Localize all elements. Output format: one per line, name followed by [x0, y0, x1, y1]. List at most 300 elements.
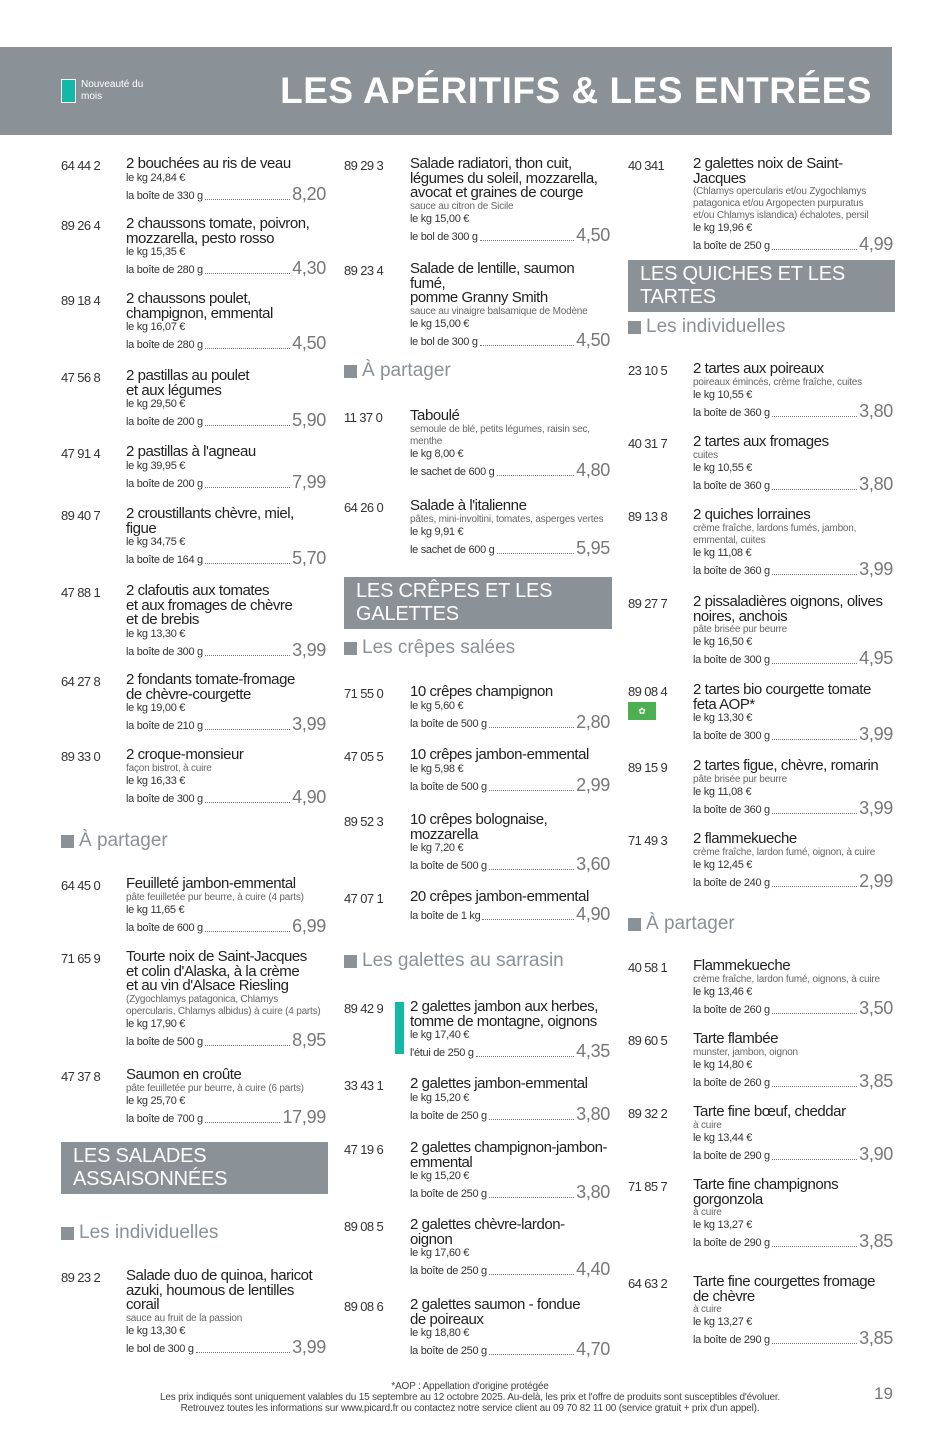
subsection-heading [61, 1222, 218, 1244]
bio-label-icon: ✿ [628, 702, 656, 720]
product-description: poireaux émincés, crème fraîche, cuites [693, 376, 862, 388]
price-per-kg: le kg 5,98 € [410, 762, 464, 775]
product-code: 89 60 5 [628, 1033, 668, 1048]
product-name: corail [126, 1296, 160, 1313]
price-row [410, 461, 610, 479]
subsection-label: Les individuelles [79, 1222, 219, 1243]
section-header: LES SALADES ASSAISONNÉES [61, 1142, 328, 1194]
product-description: emmental, cuites [693, 534, 766, 546]
package-size: la boîte de 700 g [126, 1112, 203, 1125]
dotted-leader [205, 655, 290, 656]
package-size: la boîte de 260 g [693, 1076, 770, 1089]
price-row [693, 799, 893, 817]
package-size: le bol de 300 g [410, 335, 478, 348]
product-item [410, 813, 610, 873]
price-row [410, 539, 610, 557]
price-per-kg: le kg 16,07 € [126, 321, 186, 333]
product-price: 8,95 [292, 1029, 326, 1050]
product-code: 40 31 7 [628, 436, 668, 451]
product-price: 3,85 [859, 1328, 893, 1348]
product-item [693, 1178, 893, 1250]
bullet-square-icon [61, 1227, 74, 1240]
product-name: 10 crêpes jambon-emmental [410, 746, 589, 763]
product-code: 89 32 2 [628, 1106, 668, 1121]
dotted-leader [489, 869, 574, 870]
product-code: 47 07 1 [344, 891, 384, 906]
product-description: pâte brisée pur beurre [693, 624, 787, 635]
package-size: la boîte de 500 g [410, 780, 487, 793]
dotted-leader [205, 1122, 281, 1123]
subsection-label: Les galettes au sarrasin [362, 950, 564, 971]
product-code: 33 43 1 [344, 1078, 384, 1093]
price-per-kg: le kg 25,70 € [126, 1094, 186, 1107]
price-per-kg: le kg 13,44 € [693, 1131, 753, 1144]
price-per-kg: le kg 11,08 € [693, 785, 752, 798]
product-item [693, 362, 893, 420]
subsection-label: À partager [646, 913, 735, 934]
product-description: sauce au fruit de la passion [126, 1312, 243, 1324]
product-description: (Zygochlamys patagonica, Chlamys [126, 993, 278, 1005]
package-size: la boîte de 360 g [693, 803, 770, 816]
product-price: 3,85 [859, 1231, 893, 1251]
product-name: Salade de lentille, saumon fumé, [410, 260, 575, 292]
product-name: 2 chaussons poulet, [126, 290, 251, 307]
dotted-leader [772, 1246, 857, 1247]
product-price: 4,95 [859, 648, 893, 668]
product-code: 89 23 4 [344, 263, 384, 278]
product-code: 89 26 4 [61, 218, 101, 233]
product-name: 2 galettes champignon-jambon- [410, 1139, 608, 1156]
product-description: cuites [693, 449, 718, 461]
product-name: 2 galettes saumon - fondue [410, 1296, 581, 1313]
product-item [126, 217, 326, 277]
price-row [693, 999, 893, 1017]
price-row [410, 713, 610, 731]
product-item [126, 507, 326, 567]
product-name: feta AOP* [693, 695, 755, 713]
product-name: 2 galettes noix de Saint-Jacques [693, 155, 843, 187]
product-code: 89 33 0 [61, 749, 101, 764]
product-price: 4,50 [576, 329, 610, 350]
package-size: la boîte de 280 g [126, 339, 203, 351]
product-name: Taboulé [410, 407, 460, 424]
dotted-leader [772, 886, 857, 887]
dotted-leader [497, 475, 575, 476]
package-size: la boîte de 290 g [693, 1149, 770, 1162]
dotted-leader [772, 813, 857, 814]
package-size: la boîte de 1 kg [410, 909, 481, 922]
product-name: champignon, emmental [126, 304, 273, 322]
product-code: 89 15 9 [628, 760, 668, 775]
package-size: la boîte de 360 g [693, 564, 770, 577]
subsection-label: Les individuelles [646, 316, 786, 337]
product-name: avocat et graines de courge [410, 184, 583, 201]
price-row [126, 1108, 326, 1126]
product-price: 3,85 [859, 1070, 893, 1091]
product-price: 17,99 [282, 1106, 326, 1127]
product-name: Tarte fine courgettes fromage [693, 1273, 876, 1290]
product-code: 23 10 5 [628, 363, 668, 378]
price-row [126, 641, 326, 659]
product-description: à cuire [693, 1119, 722, 1131]
price-per-kg: le kg 34,75 € [126, 536, 186, 548]
package-size: la boîte de 240 g [693, 876, 770, 889]
product-name: gorgonzola [693, 1190, 763, 1208]
product-code: 89 13 8 [628, 509, 668, 524]
dotted-leader [772, 489, 857, 490]
product-name: 2 quiches lorraines [693, 506, 811, 523]
product-item [693, 595, 893, 667]
product-code: 40 341 [628, 158, 665, 173]
product-name: 2 clafoutis aux tomates [126, 582, 270, 599]
package-size: la boîte de 164 g [126, 554, 203, 566]
product-price: 3,99 [859, 797, 893, 818]
product-code: 47 19 6 [344, 1142, 384, 1157]
product-code: 89 52 3 [344, 814, 384, 829]
footer-line: Les prix indiqués sont uniquement valables du 15 septembre au 12 octobre 2025. Au-delà, les prix et l'offre de produits sont susceptibles d'évoluer. [160, 1392, 780, 1403]
price-row [693, 402, 893, 420]
product-price: 3,99 [292, 714, 326, 734]
section-header: LES QUICHES ET LES TARTES [628, 260, 895, 312]
bullet-square-icon [344, 365, 357, 378]
product-name: Flammekueche [693, 957, 791, 974]
product-item [126, 673, 326, 733]
product-price: 3,99 [859, 724, 893, 744]
subsection-heading [61, 830, 168, 852]
product-name: 2 pissaladières oignons, olives [693, 593, 883, 610]
price-row [693, 475, 893, 493]
dotted-leader [205, 487, 290, 488]
package-size: la boîte de 500 g [126, 1035, 203, 1048]
package-size: la boîte de 250 g [693, 240, 770, 252]
package-size: le sachet de 600 g [410, 543, 495, 556]
product-price: 4,99 [859, 234, 893, 254]
price-row [126, 549, 326, 567]
subsection-label: Les crêpes salées [362, 637, 516, 658]
product-name: 20 crêpes jambon-emmental [410, 888, 589, 905]
product-name: Salade à l'italienne [410, 497, 527, 514]
product-code: 47 88 1 [61, 585, 101, 600]
price-row [410, 331, 610, 349]
package-size: le bol de 300 g [410, 230, 478, 243]
product-price: 2,99 [859, 870, 893, 891]
price-per-kg: le kg 15,00 € [410, 212, 470, 225]
product-name: Saumon en croûte [126, 1066, 242, 1083]
product-price: 3,90 [859, 1143, 893, 1164]
subsection-label: À partager [79, 830, 168, 851]
product-name: 2 bouchées au ris de veau [126, 155, 291, 172]
package-size: l'étui de 250 g [410, 1047, 474, 1059]
product-name: 2 pastillas au poulet [126, 367, 250, 384]
product-name: et aux légumes [126, 381, 222, 399]
price-per-kg: le kg 39,95 € [126, 459, 186, 472]
product-description: semoule de blé, petits légumes, raisin sec, [410, 423, 590, 435]
dotted-leader [489, 1197, 574, 1198]
price-row [126, 715, 326, 733]
bullet-square-icon [344, 955, 357, 968]
subsection-heading [628, 316, 785, 338]
price-per-kg: le kg 24,84 € [126, 171, 186, 184]
package-size: la boîte de 250 g [410, 1109, 487, 1122]
product-item [693, 683, 893, 743]
product-name: 2 chaussons tomate, poivron, [126, 215, 310, 232]
product-item [410, 262, 610, 349]
product-name: Salade radiatori, thon cuit, [410, 155, 572, 172]
price-per-kg: le kg 15,20 € [410, 1170, 470, 1182]
price-row [410, 1105, 610, 1123]
package-size: la boîte de 210 g [126, 720, 203, 732]
price-row [410, 905, 610, 923]
dotted-leader [480, 345, 574, 346]
package-size: la boîte de 360 g [693, 479, 770, 492]
bullet-square-icon [628, 321, 641, 334]
product-code: 89 40 7 [61, 508, 101, 523]
product-item [410, 748, 610, 794]
product-code: 89 23 2 [61, 1270, 101, 1285]
product-name: de poireaux [410, 1310, 484, 1328]
product-name: 2 flammekueche [693, 830, 797, 847]
product-name: Tarte fine bœuf, cheddar [693, 1103, 846, 1120]
product-item [410, 499, 610, 557]
product-item [410, 409, 610, 479]
dotted-leader [772, 1159, 857, 1160]
subsection-heading [344, 637, 515, 659]
price-per-kg: le kg 9,91 € [410, 525, 464, 538]
product-code: 89 08 5 [344, 1219, 384, 1234]
dotted-leader [489, 1354, 574, 1355]
footer-line: Retrouvez toutes les informations sur www.picard.fr ou contactez notre service client au 09 70 82 11 00 (service gratuit + prix d'un appel). [180, 1403, 760, 1414]
price-row [693, 560, 893, 578]
product-name: 10 crêpes champignon [410, 683, 553, 700]
product-name: Tourte noix de Saint-Jacques [126, 948, 307, 965]
dotted-leader [205, 563, 290, 564]
price-per-kg: le kg 13,30 € [126, 1324, 186, 1337]
product-name: 2 croustillants chèvre, miel, [126, 505, 294, 522]
price-per-kg: le kg 5,60 € [410, 699, 464, 712]
product-item [410, 685, 610, 731]
dotted-leader [205, 199, 290, 200]
product-name: 2 galettes jambon-emmental [410, 1075, 588, 1092]
price-row [126, 917, 326, 935]
product-item [693, 1275, 893, 1347]
bullet-square-icon [628, 918, 641, 931]
package-size: la boîte de 290 g [693, 1237, 770, 1249]
product-description: pâte feuilletée pur beurre, à cuire (6 parts) [126, 1082, 304, 1094]
product-price: 5,70 [292, 548, 326, 568]
price-per-kg: le kg 19,96 € [693, 222, 753, 234]
product-item [126, 369, 326, 429]
dotted-leader [480, 240, 574, 241]
product-item [693, 435, 893, 493]
price-per-kg: le kg 13,27 € [693, 1219, 753, 1231]
package-size: la boîte de 300 g [126, 792, 203, 805]
product-price: 4,90 [576, 903, 610, 924]
dotted-leader [772, 1013, 857, 1014]
product-item [126, 445, 326, 491]
price-per-kg: le kg 16,50 € [693, 636, 753, 648]
dotted-leader [489, 790, 574, 791]
dotted-leader [205, 1045, 290, 1046]
price-row [126, 1031, 326, 1049]
product-item [410, 890, 610, 923]
price-row [693, 235, 893, 253]
dotted-leader [196, 1352, 290, 1353]
price-row [410, 1340, 610, 1358]
product-description: crème fraîche, lardon fumé, oignons, à cuire [693, 973, 880, 985]
product-item [410, 1218, 610, 1278]
product-price: 4,90 [292, 786, 326, 807]
product-name: 2 fondants tomate-fromage [126, 671, 295, 688]
section-header: LES CRÊPES ET LES GALETTES [344, 577, 612, 629]
price-row [126, 473, 326, 491]
dotted-leader [497, 553, 575, 554]
package-size: la boîte de 250 g [410, 1188, 487, 1200]
product-description: opercularis, Chlamys albidus) à cuire (4 parts) [126, 1005, 321, 1017]
product-code: 89 29 3 [344, 158, 384, 173]
dotted-leader [772, 416, 857, 417]
price-row [693, 1145, 893, 1163]
product-code: 89 18 4 [61, 293, 101, 308]
price-per-kg: le kg 13,30 € [126, 627, 186, 640]
package-size: la boîte de 300 g [693, 730, 770, 742]
product-price: 4,80 [576, 459, 610, 480]
product-item [693, 1105, 893, 1163]
product-name: 10 crêpes bolognaise, [410, 811, 548, 828]
subsection-heading [628, 913, 735, 935]
product-name: 2 croque-monsieur [126, 746, 244, 763]
product-name: et colin d'Alaska, à la crème [126, 962, 300, 980]
page-title: LES APÉRITIFS & LES ENTRÉES [280, 70, 872, 111]
dotted-leader [772, 663, 857, 664]
product-price: 6,99 [292, 915, 326, 936]
product-price: 3,99 [292, 639, 326, 660]
price-row [693, 649, 893, 667]
product-item [693, 759, 893, 817]
product-description: patagonica et/ou Argopecten purpuratus [693, 198, 864, 209]
price-row [410, 776, 610, 794]
price-row [410, 1183, 610, 1201]
subsection-heading [344, 360, 451, 382]
dotted-leader [205, 273, 290, 274]
product-description: et/ou Chlamys islandica) échalotes, persil [693, 210, 869, 221]
product-price: 3,80 [859, 473, 893, 494]
page-number: 19 [874, 1384, 893, 1403]
dotted-leader [205, 802, 290, 803]
product-item [693, 508, 893, 578]
product-code: 71 65 9 [61, 951, 101, 966]
dotted-leader [772, 1343, 857, 1344]
price-per-kg: le kg 11,08 € [693, 546, 752, 559]
product-name: légumes du soleil, mozzarella, [410, 169, 598, 187]
product-name: 2 tartes bio courgette tomate [693, 681, 871, 698]
product-price: 4,35 [576, 1041, 610, 1061]
dotted-leader [205, 931, 290, 932]
price-row [410, 855, 610, 873]
product-code: 71 49 3 [628, 833, 668, 848]
product-price: 4,40 [576, 1259, 610, 1279]
package-size: la boîte de 290 g [693, 1334, 770, 1346]
dotted-leader [205, 729, 290, 730]
product-description: à cuire [693, 1207, 722, 1218]
package-size: la boîte de 300 g [693, 654, 770, 666]
package-size: le sachet de 600 g [410, 465, 495, 478]
price-per-kg: le kg 7,20 € [410, 842, 464, 854]
price-per-kg: le kg 15,20 € [410, 1091, 470, 1104]
product-code: 71 55 0 [344, 686, 384, 701]
price-per-kg: le kg 29,50 € [126, 398, 186, 410]
package-size: la boîte de 600 g [126, 921, 203, 934]
package-size: la boîte de 250 g [410, 1265, 487, 1277]
price-per-kg: le kg 18,80 € [410, 1327, 470, 1339]
product-name: Feuilleté jambon-emmental [126, 875, 296, 892]
subsection-heading [344, 950, 564, 972]
product-price: 8,20 [292, 183, 326, 204]
price-row [126, 411, 326, 429]
product-name: pomme Granny Smith [410, 289, 548, 306]
product-price: 5,95 [576, 537, 610, 558]
dotted-leader [205, 348, 290, 349]
product-code: 11 37 0 [344, 410, 383, 425]
product-item [693, 1032, 893, 1090]
product-code: 64 44 2 [61, 158, 101, 173]
price-row [126, 185, 326, 203]
dotted-leader [772, 249, 857, 250]
price-per-kg: le kg 15,00 € [410, 317, 470, 330]
dotted-leader [772, 1086, 857, 1087]
product-code: 47 56 8 [61, 370, 101, 385]
new-of-month-swatch [61, 79, 76, 103]
product-code: 89 42 9 [344, 1001, 384, 1016]
product-description: (Chlamys opercularis et/ou Zygochlamys [693, 186, 867, 197]
product-price: 4,30 [292, 258, 326, 278]
product-name: azuki, houmous de lentilles [126, 1281, 294, 1299]
product-name: 2 galettes jambon aux herbes, [410, 998, 598, 1015]
product-name: Salade duo de quinoa, haricot [126, 1267, 313, 1284]
package-size: la boîte de 500 g [410, 860, 487, 872]
product-name: Tarte flambée [693, 1030, 779, 1047]
dotted-leader [489, 1119, 574, 1120]
product-name: et au vin d'Alsace Riesling [126, 977, 289, 994]
package-size: la boîte de 250 g [410, 1345, 487, 1357]
product-description: sauce au vinaigre balsamique de Modène [410, 305, 588, 317]
product-code: 89 27 7 [628, 596, 668, 611]
package-size: la boîte de 300 g [126, 645, 203, 658]
product-price: 7,99 [292, 471, 326, 492]
product-item [410, 1298, 610, 1358]
product-code: 64 63 2 [628, 1276, 668, 1291]
new-product-marker [395, 1002, 404, 1054]
product-price: 3,80 [576, 1182, 610, 1202]
product-description: façon bistrot, à cuire [126, 762, 212, 774]
product-price: 3,50 [859, 997, 893, 1018]
subsection-label: À partager [362, 360, 451, 381]
price-per-kg: le kg 17,40 € [410, 1029, 470, 1041]
price-per-kg: le kg 10,55 € [693, 461, 753, 474]
product-item [693, 157, 893, 253]
product-item [126, 157, 326, 203]
footer-line: *AOP : Appellation d'origine protégée [391, 1381, 549, 1392]
product-item [410, 1077, 610, 1123]
product-name: 2 pastillas à l'agneau [126, 443, 256, 460]
product-price: 4,70 [576, 1339, 610, 1359]
price-row [126, 334, 326, 352]
product-item [126, 950, 326, 1049]
price-row [126, 788, 326, 806]
price-row [410, 1042, 610, 1060]
price-row [693, 1232, 893, 1250]
product-name: tomme de montagne, oignons [410, 1012, 597, 1030]
price-row [126, 1338, 326, 1356]
